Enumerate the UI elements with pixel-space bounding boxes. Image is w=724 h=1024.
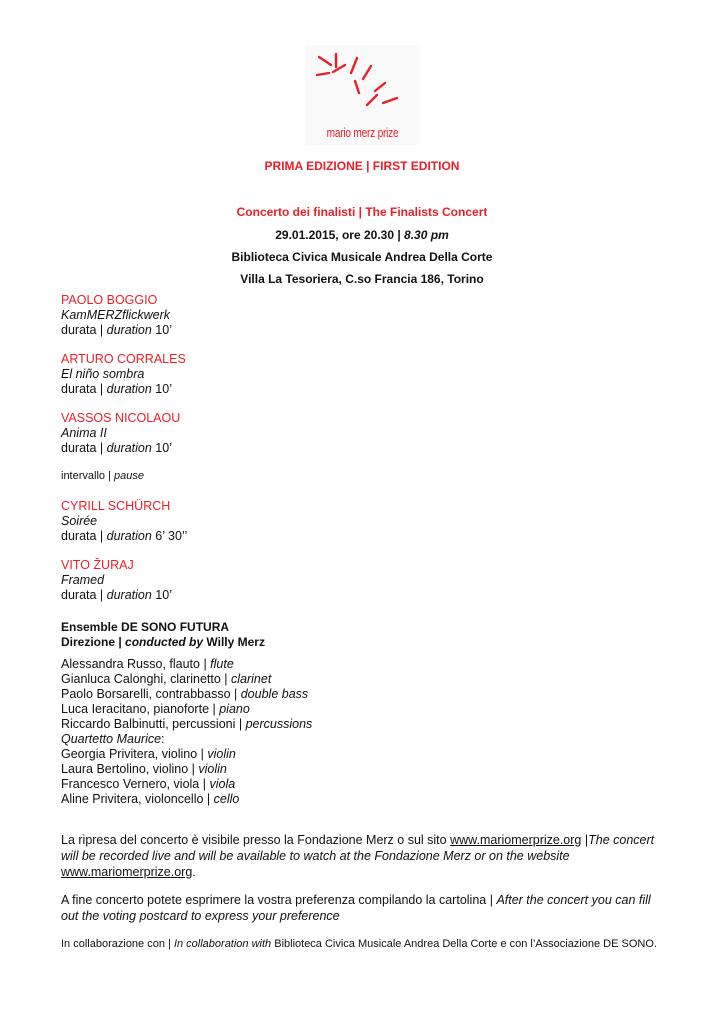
program-item bbox=[61, 558, 661, 603]
venue: Biblioteca Civica Musicale Andrea Della Corte bbox=[231, 250, 493, 264]
logo bbox=[305, 45, 420, 145]
composer-name: VITO ŽURAJ bbox=[61, 558, 134, 572]
ensemble-block bbox=[61, 620, 265, 650]
composer-name: VASSOS NICOLAOU bbox=[61, 411, 181, 425]
collaboration-note: In collaborazione con | In collaboration with Biblioteca Civica Musicale Andrea Della Corte e con l’Associazione DE SONO. bbox=[61, 938, 657, 950]
players-list bbox=[61, 657, 312, 807]
player-item: Riccardo Balbinutti, percussioni | percussions bbox=[61, 717, 313, 731]
date-it: 29.01.2015, ore 20.30 | bbox=[275, 228, 405, 242]
piece-duration: durata | duration 10’ bbox=[61, 323, 172, 337]
ensemble-name: Ensemble DE SONO FUTURA bbox=[61, 620, 230, 634]
piece-title: El niño sombra bbox=[61, 367, 145, 381]
player-item: Alessandra Russo, flauto | flute bbox=[61, 657, 234, 671]
quartet-label: Quartetto Maurice: bbox=[61, 732, 165, 746]
composer-name: ARTURO CORRALES bbox=[61, 352, 186, 366]
composer-name: PAOLO BOGGIO bbox=[61, 293, 158, 307]
composer-name: CYRILL SCHÜRCH bbox=[61, 499, 171, 513]
star-sparks-icon bbox=[305, 45, 420, 130]
piece-title: KamMERZflickwerk bbox=[61, 308, 171, 322]
time-en: 8.30 pm bbox=[404, 228, 449, 242]
conductor-line: Direzione | conducted by Willy Merz bbox=[61, 635, 265, 649]
program-list bbox=[61, 293, 661, 617]
concert-date bbox=[0, 228, 724, 242]
intermission: intervallo | pause bbox=[61, 470, 144, 482]
website-link[interactable]: www.mariomerprize.org bbox=[450, 833, 582, 847]
program-item bbox=[61, 411, 661, 456]
player-item: Aline Privitera, violoncello | cello bbox=[61, 792, 240, 806]
piece-duration: durata | duration 10’ bbox=[61, 382, 172, 396]
piece-title: Soirée bbox=[61, 514, 98, 528]
program-item bbox=[61, 293, 661, 338]
piece-duration: durata | duration 6’ 30’’ bbox=[61, 529, 188, 543]
player-item: Gianluca Calonghi, clarinetto | clarinet bbox=[61, 672, 272, 686]
address: Villa La Tesoriera, C.so Francia 186, Torino bbox=[240, 272, 484, 286]
program-item bbox=[61, 352, 661, 397]
logo-brand-text: mario merz prize bbox=[326, 125, 399, 140]
player-item: Paolo Borsarelli, contrabbasso | double bass bbox=[61, 687, 309, 701]
concert-title: Concerto dei finalisti | The Finalists Concert bbox=[236, 205, 488, 219]
piece-title: Framed bbox=[61, 573, 105, 587]
piece-duration: durata | duration 10’ bbox=[61, 588, 172, 602]
piece-title: Anima II bbox=[61, 426, 107, 440]
player-item: Laura Bertolino, violino | violin bbox=[61, 762, 227, 776]
player-item: Luca Ieracitano, pianoforte | piano bbox=[61, 702, 250, 716]
player-item: Francesco Vernero, viola | viola bbox=[61, 777, 236, 791]
piece-duration: durata | duration 10’ bbox=[61, 441, 172, 455]
vote-note: A fine concerto potete esprimere la vostra preferenza compilando la cartolina | After the concert you can fill out the voting postcard to express your preference bbox=[61, 893, 651, 923]
website-link-2[interactable]: www.mariomerprize.org bbox=[61, 865, 193, 879]
edition-heading: PRIMA EDIZIONE | FIRST EDITION bbox=[264, 159, 460, 173]
program-item bbox=[61, 499, 661, 544]
recording-note: La ripresa del concerto è visibile presso la Fondazione Merz o sul sito www.mariomerprize.org |The concert will be recorded live and will be available to watch at the Fondazione Merz or on the website www.mariomerprize.org. bbox=[61, 833, 655, 879]
player-item: Georgia Privitera, violino | violin bbox=[61, 747, 236, 761]
